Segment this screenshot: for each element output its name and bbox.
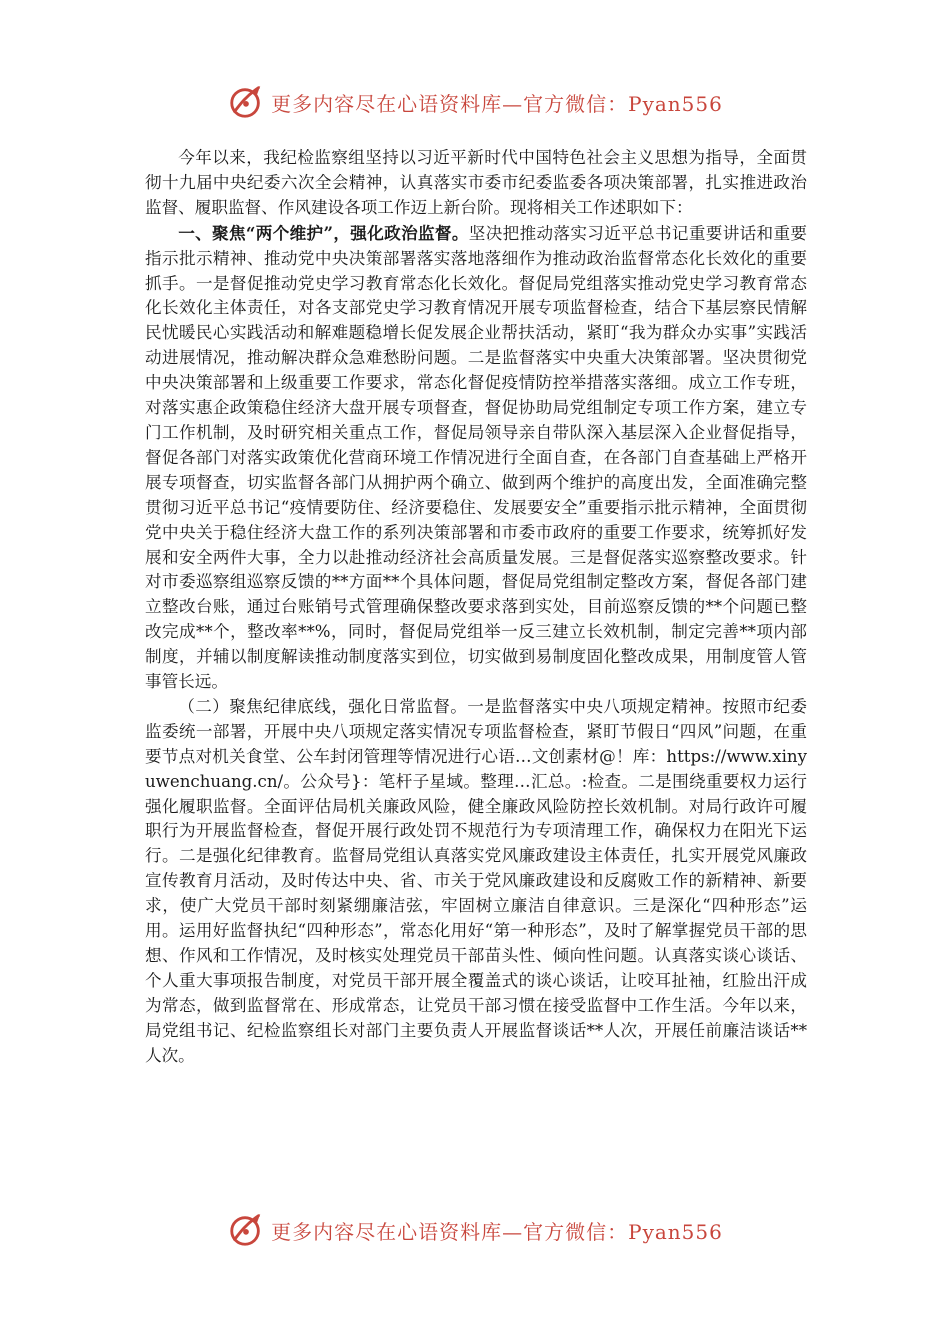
section-heading: 一、聚焦“两个维护”，强化政治监督。 — [178, 222, 469, 243]
footer-banner — [0, 1210, 950, 1250]
pen-logo-icon — [227, 83, 265, 121]
paragraph-text: 今年以来，我纪检监察组坚持以习近平新时代中国特色社会主义思想为指导，全面贯彻十九届中央纪委六次全会精神，认真落实市委市纪委监委各项决策部署，扎实推进政治监督、履职监督、作风建设各项工作迈上新台阶。现将相关工作述职如下： — [145, 148, 807, 217]
paragraph-text: 坚决把推动落实习近平总书记重要讲话和重要指示批示精神、推动党中央决策部署落实落地落细作为推动政治监督常态化长效化的重要抓手。一是督促推动党史学习教育常态化长效化。督促局党组落实推动党史学习教育常态化长效化主体责任，对各支部党史学习教育情况开展专项监督检查，结合下基层察民情解民忧暖民心实践活动和解难题稳增长促发展企业帮扶活动，紧盯“我为群众办实事”实践活动进展情况，推动解决群众急难愁盼问题。二是监督落实中央重大决策部署。坚决贯彻党中央决策部署和上级重要工作要求，常态化督促疫情防控举措落实落细。成立工作专班，对落实惠企政策稳住经济大盘开展专项督查，督促协助局党组制定专项工作方案，建立专门工作机制，及时研究相关重点工作，督促局领导亲自带队深入基层深入企业督促指导，督促各部门对落实政策优化营商环境工作情况进行全面自查，在各部门自查基础上严格开展专项督查，切实监督各部门从拥护两个确立、做到两个维护的高度出发，全面准确完整贯彻习近平总书记“疫情要防住、经济要稳住、发展要安全”重要指示批示精神，全面贯彻党中央关于稳住经济大盘工作的系列决策部署和市委市政府的重要工作要求，统筹抓好发展和安全两件大事，全力以赴推动经济社会高质量发展。三是督促落实巡察整改要求。针对市委巡察组巡察反馈的**方面**个具体问题，督促局党组制定整改方案，督促各部门建立整改台账，通过台账销号式管理确保整改要求落到实处，目前巡察反馈的**个问题已整改完成**个，整改率**%，同时，督促局党组举一反三建立长效机制，制定完善**项内部制度，并辅以制度解读推动制度落实到位，切实做到易制度固化整改成果，用制度管人管事管长远。 — [145, 223, 807, 692]
pen-logo-icon — [227, 1211, 265, 1249]
paragraph-text: （二）聚焦纪律底线，强化日常监督。一是监督落实中央八项规定精神。按照市纪委监委统一部署，开展中央八项规定落实情况专项监督检查，紧盯节假日“四风”问题，在重要节点对机关食堂、公车封闭管理等情况进行心语…文创素材@！库：https://www.xinyuwenchuang.cn/。公众号}：笔杆子星域。整理…汇总。:检查。二是围绕重要权力运行强化履职监督。全面评估局机关廉政风险，健全廉政风险防控长效机制。对局行政许可履职行为开展监督检查，督促开展行政处罚不规范行为专项清理工作，确保权力在阳光下运行。二是强化纪律教育。监督局党组认真落实党风廉政建设主体责任，扎实开展党风廉政宣传教育月活动，及时传达中央、省、市关于党风廉政建设和反腐败工作的新精神、新要求，使广大党员干部时刻紧绷廉洁弦，牢固树立廉洁自律意识。三是深化“四种形态”运用。运用好监督执纪“四种形态”，常态化用好“第一种形态”，及时了解掌握党员干部的思想、作风和工作情况，及时核实处理党员干部苗头性、倾向性问题。认真落实谈心谈话、个人重大事项报告制度，对党员干部开展全覆盖式的谈心谈话，让咬耳扯袖，红脸出汗成为常态，做到监督常在、形成常态，让党员干部习惯在接受监督中工作生活。今年以来，局党组书记、纪检监察组长对部门主要负责人开展监督谈话**人次，开展任前廉洁谈话**人次。 — [145, 696, 807, 1065]
document-body — [145, 146, 807, 1069]
paragraph-section-1 — [145, 221, 807, 695]
banner-text: 更多内容尽在心语资料库—官方微信：Pyan556 — [271, 91, 723, 116]
banner-text: 更多内容尽在心语资料库—官方微信：Pyan556 — [271, 1219, 723, 1244]
header-banner — [0, 82, 950, 122]
paragraph-intro — [145, 146, 807, 221]
paragraph-section-2 — [145, 695, 807, 1069]
